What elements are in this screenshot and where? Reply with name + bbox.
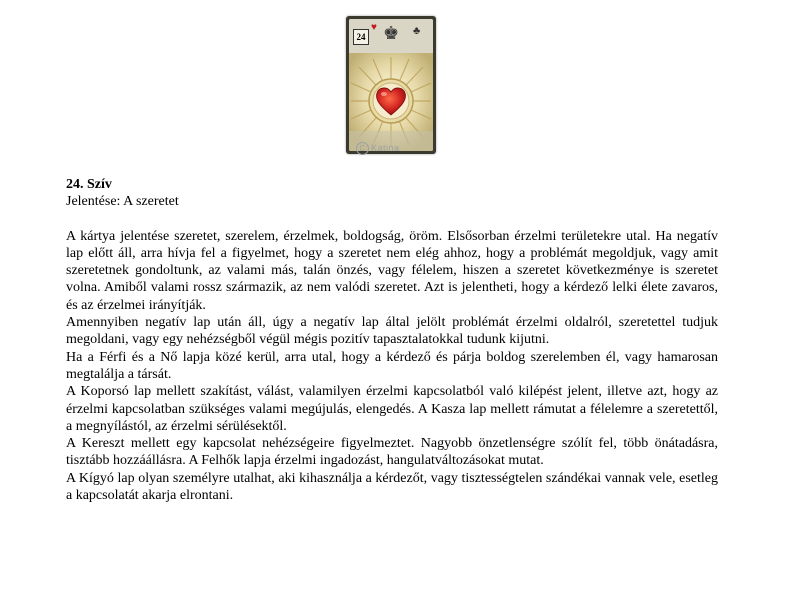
copyright-icon: C — [356, 142, 369, 155]
card-number: 24 — [353, 29, 369, 45]
card-title: 24. Szív — [66, 177, 112, 192]
heart-suit-icon: ♥ — [371, 22, 377, 33]
club-suit-icon: ♣ — [413, 25, 421, 37]
card-face — [349, 19, 433, 151]
description-paragraph: A kártya jelentése szeretet, szerelem, érzelmek, boldogság, öröm. Elsősorban érzelmi területekre utal. Ha negatív lap előtt áll, arra hívja fel a figyelmet, hogy a szeretet nem elég ahhoz, hogy a problémát megoldjuk, vagy amit szeretetnek gondoltunk, az valami más, talán önzés, vagy félelem, hiszen a szeretet következménye is szeretet volna. Amiből valami rossz származik, az nem valódi szeretet. Azt is jelentheti, hogy a kérdező lelki élete zavaros, és az érzelmei irányítják. — [66, 228, 718, 313]
description-paragraph: A Kígyó lap olyan személyre utalhat, aki kihasználja a kérdezőt, vagy tisztességtelen szándékai vannak vele, esetleg a kapcsolatát akarja elrontani. — [66, 470, 718, 504]
card-meaning: Jelentése: A szeretet — [66, 194, 179, 210]
description-paragraph: A Kereszt mellett egy kapcsolat nehézségeire figyelmeztet. Nagyobb önzetlenségre szólít fel, több önátadásra, tisztább hozzáállásra. A Felhők lapja érzelmi ingadozást, hangulatváltozásokat mutat. — [66, 436, 718, 469]
radiant-heart-illustration — [349, 53, 433, 151]
watermark — [356, 142, 400, 155]
description-paragraph: Ha a Férfi és a Nő lapja közé kerül, arra utal, hogy a kérdező és párja boldog szerelemben él, vagy hamarosan megtalálja a társát. — [66, 349, 718, 382]
watermark-text: Katina — [371, 142, 400, 153]
card-image — [346, 16, 436, 158]
description-paragraph: Amennyiben negatív lap után áll, úgy a negatív lap által jelölt problémát érzelmi oldalról, szeretettel tudjuk megoldani, vagy egy nehézségből végül mégis pozitív tapasztalatokkal tudunk kijutni. — [66, 315, 718, 348]
heart-icon — [349, 53, 433, 151]
king-figure-icon: ♚ — [383, 23, 400, 43]
description-paragraph: A Koporsó lap mellett szakítást, válást, valamilyen érzelmi kapcsolatból való kilépést jelent, illetve azt, hogy az érzelmi kapcsolatban szükséges valami megújulás, elengedés. A Kasza lap mellett rámutat a félelemre a szeretettől, a megnyílástól, az érzelmi sérülésektől. — [66, 384, 718, 434]
card-description — [66, 176, 718, 504]
card-frame — [346, 16, 436, 154]
